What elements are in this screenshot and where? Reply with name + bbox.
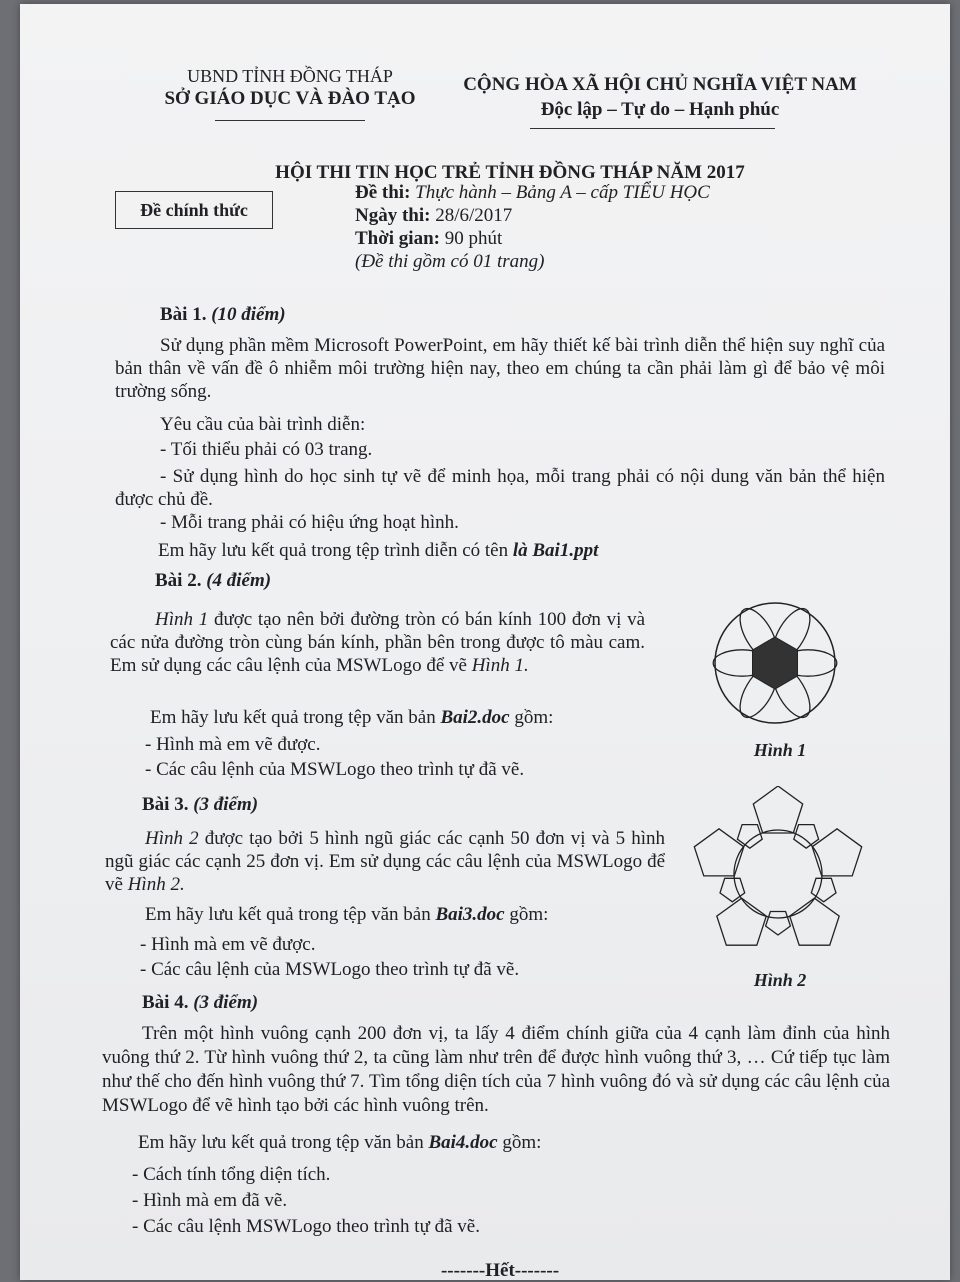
bai3-heading xyxy=(142,794,258,816)
bai1-requirement-2: - Sử dụng hình do học sinh tự vẽ để minh họa, mỗi trang phải có nội dung văn bản thể hiện được chủ đề. xyxy=(115,466,885,510)
time-label: Thời gian: xyxy=(355,228,440,249)
bai4-heading xyxy=(142,992,258,1014)
national-motto: Độc lập – Tự do – Hạnh phúc xyxy=(540,99,780,120)
bai3-save-prefix: Em hãy lưu kết quả trong tệp văn bản xyxy=(145,904,431,925)
bai2-item-1: - Hình mà em vẽ được. xyxy=(145,734,321,755)
figure-2-large-pentagon xyxy=(790,898,840,945)
bai4-heading-label: Bài 4. xyxy=(142,992,189,1013)
bai1-points: (10 điểm) xyxy=(211,304,286,325)
exam-subject-line xyxy=(355,182,710,204)
figure-2-large-pentagon xyxy=(812,829,862,876)
bai2-text xyxy=(110,608,645,677)
figure-2-drawing xyxy=(688,786,868,961)
bai2-heading xyxy=(155,570,271,592)
bai4-points: (3 điểm) xyxy=(193,992,259,1013)
time-value: 90 phút xyxy=(444,228,503,249)
bai4-save-file: Bai4.doc xyxy=(428,1132,498,1153)
bai1-requirement-1: - Tối thiểu phải có 03 trang. xyxy=(160,439,373,460)
figure-2-caption: Hình 2 xyxy=(753,970,807,990)
bai1-save-file: là Bai1.ppt xyxy=(512,540,599,561)
subject-label: Đề thi: xyxy=(355,182,411,203)
figure-2-large-pentagon xyxy=(753,786,802,833)
bai2-save-line xyxy=(150,707,553,729)
bai4-text: Trên một hình vuông cạnh 200 đơn vị, ta lấy 4 điểm chính giữa của 4 cạnh làm đỉnh của hình vuông thứ 2. Từ hình vuông thứ 2, ta cũng làm như trên để được hình vuông thứ 3, … Cứ tiếp tục làm như thế cho đến hình vuông thứ 7. Tìm tổng diện tích của 7 hình vuông đó và sử dụng các câu lệnh của MSWLogo để vẽ hình tạo bởi các hình vuông trên. xyxy=(102,1023,890,1116)
figure-2-large-pentagon xyxy=(717,898,767,945)
exam-sheet xyxy=(20,4,950,1280)
figure-1-drawing xyxy=(710,598,840,728)
bai3-save-suffix: gồm: xyxy=(509,904,549,925)
bai2-item-2: - Các câu lệnh của MSWLogo theo trình tự đã vẽ. xyxy=(145,759,525,780)
bai4-item-1: - Cách tính tổng diện tích. xyxy=(132,1164,331,1185)
bai2-figure-ref: Hình 1 xyxy=(155,609,209,630)
contest-title: HỘI THI TIN HỌC TRẺ TỈNH ĐỒNG THÁP NĂM 2017 xyxy=(275,162,745,183)
bai4-save-prefix: Em hãy lưu kết quả trong tệp văn bản xyxy=(138,1132,424,1153)
bai2-save-file: Bai2.doc xyxy=(440,707,510,728)
bai3-text-rest: được tạo bởi 5 hình ngũ giác các cạnh 50 đơn vị và 5 hình ngũ giác các cạnh 25 đơn vị. Em sử dụng các câu lệnh của MSWLogo để vẽ xyxy=(105,828,666,895)
header-left-underline xyxy=(215,120,365,121)
pages-note: (Đề thi gồm có 01 trang) xyxy=(355,251,545,272)
exam-date-line xyxy=(355,205,512,227)
figure-2-circle xyxy=(734,830,822,918)
bai2-save-prefix: Em hãy lưu kết quả trong tệp văn bản xyxy=(150,707,436,728)
figure-2-small-pentagon xyxy=(766,912,791,936)
bai3-item-2: - Các câu lệnh của MSWLogo theo trình tự đã vẽ. xyxy=(140,959,520,980)
country-name: CỘNG HÒA XÃ HỘI CHỦ NGHĨA VIỆT NAM xyxy=(463,74,857,95)
bai3-points: (3 điểm) xyxy=(193,794,259,815)
bai2-heading-label: Bài 2. xyxy=(155,570,202,591)
education-office-name: SỞ GIÁO DỤC VÀ ĐÀO TẠO xyxy=(164,88,416,109)
department-name: UBND TỈNH ĐỒNG THÁP xyxy=(187,66,393,86)
bai1-requirements-title: Yêu cầu của bài trình diễn: xyxy=(160,414,366,435)
bai3-figure-ref: Hình 2 xyxy=(145,828,199,849)
figure-2-large-pentagon xyxy=(694,829,744,876)
bai1-save-prefix: Em hãy lưu kết quả trong tệp trình diễn có tên xyxy=(158,540,509,561)
exam-time-line xyxy=(355,228,502,250)
bai4-save-suffix: gồm: xyxy=(502,1132,542,1153)
bai1-intro: Sử dụng phần mềm Microsoft PowerPoint, em hãy thiết kế bài trình diễn thể hiện suy nghĩ của bản thân về vấn đề ô nhiễm môi trường hiện nay, theo em chúng ta cần phải làm gì để bảo vệ môi trường sống. xyxy=(115,335,885,402)
bai3-save-file: Bai3.doc xyxy=(435,904,505,925)
bai2-text-rest: được tạo nên bởi đường tròn có bán kính 100 đơn vị và các nửa đường tròn cùng bán kính, phần bên trong được tô màu cam. Em sử dụng các câu lệnh của MSWLogo để vẽ xyxy=(110,609,646,676)
figure-1-core xyxy=(753,637,798,689)
figure-1-caption: Hình 1 xyxy=(753,740,807,760)
bai1-heading xyxy=(160,304,286,326)
bai2-figure-ref-end: Hình 1. xyxy=(471,655,529,676)
end-mark: -------Hết------- xyxy=(440,1260,560,1281)
bai3-figure-ref-end: Hình 2. xyxy=(127,874,185,895)
bai3-heading-label: Bài 3. xyxy=(142,794,189,815)
subject-value: Thực hành – Bảng A – cấp TIỂU HỌC xyxy=(415,182,710,203)
bai4-item-3: - Các câu lệnh MSWLogo theo trình tự đã vẽ. xyxy=(132,1216,480,1237)
bai1-save-line xyxy=(158,540,598,562)
official-exam-box: Đề chính thức xyxy=(115,191,273,229)
bai2-save-suffix: gồm: xyxy=(514,707,554,728)
bai3-text xyxy=(105,827,665,896)
date-label: Ngày thi: xyxy=(355,205,431,226)
bai1-requirement-3: - Mỗi trang phải có hiệu ứng hoạt hình. xyxy=(160,512,459,533)
bai3-item-1: - Hình mà em vẽ được. xyxy=(140,934,316,955)
date-value: 28/6/2017 xyxy=(435,205,513,226)
header-right-underline xyxy=(530,128,775,129)
bai1-heading-label: Bài 1. xyxy=(160,304,207,325)
bai4-save-line xyxy=(138,1132,541,1154)
bai2-points: (4 điểm) xyxy=(206,570,272,591)
bai4-item-2: - Hình mà em đã vẽ. xyxy=(132,1190,288,1211)
bai3-save-line xyxy=(145,904,548,926)
